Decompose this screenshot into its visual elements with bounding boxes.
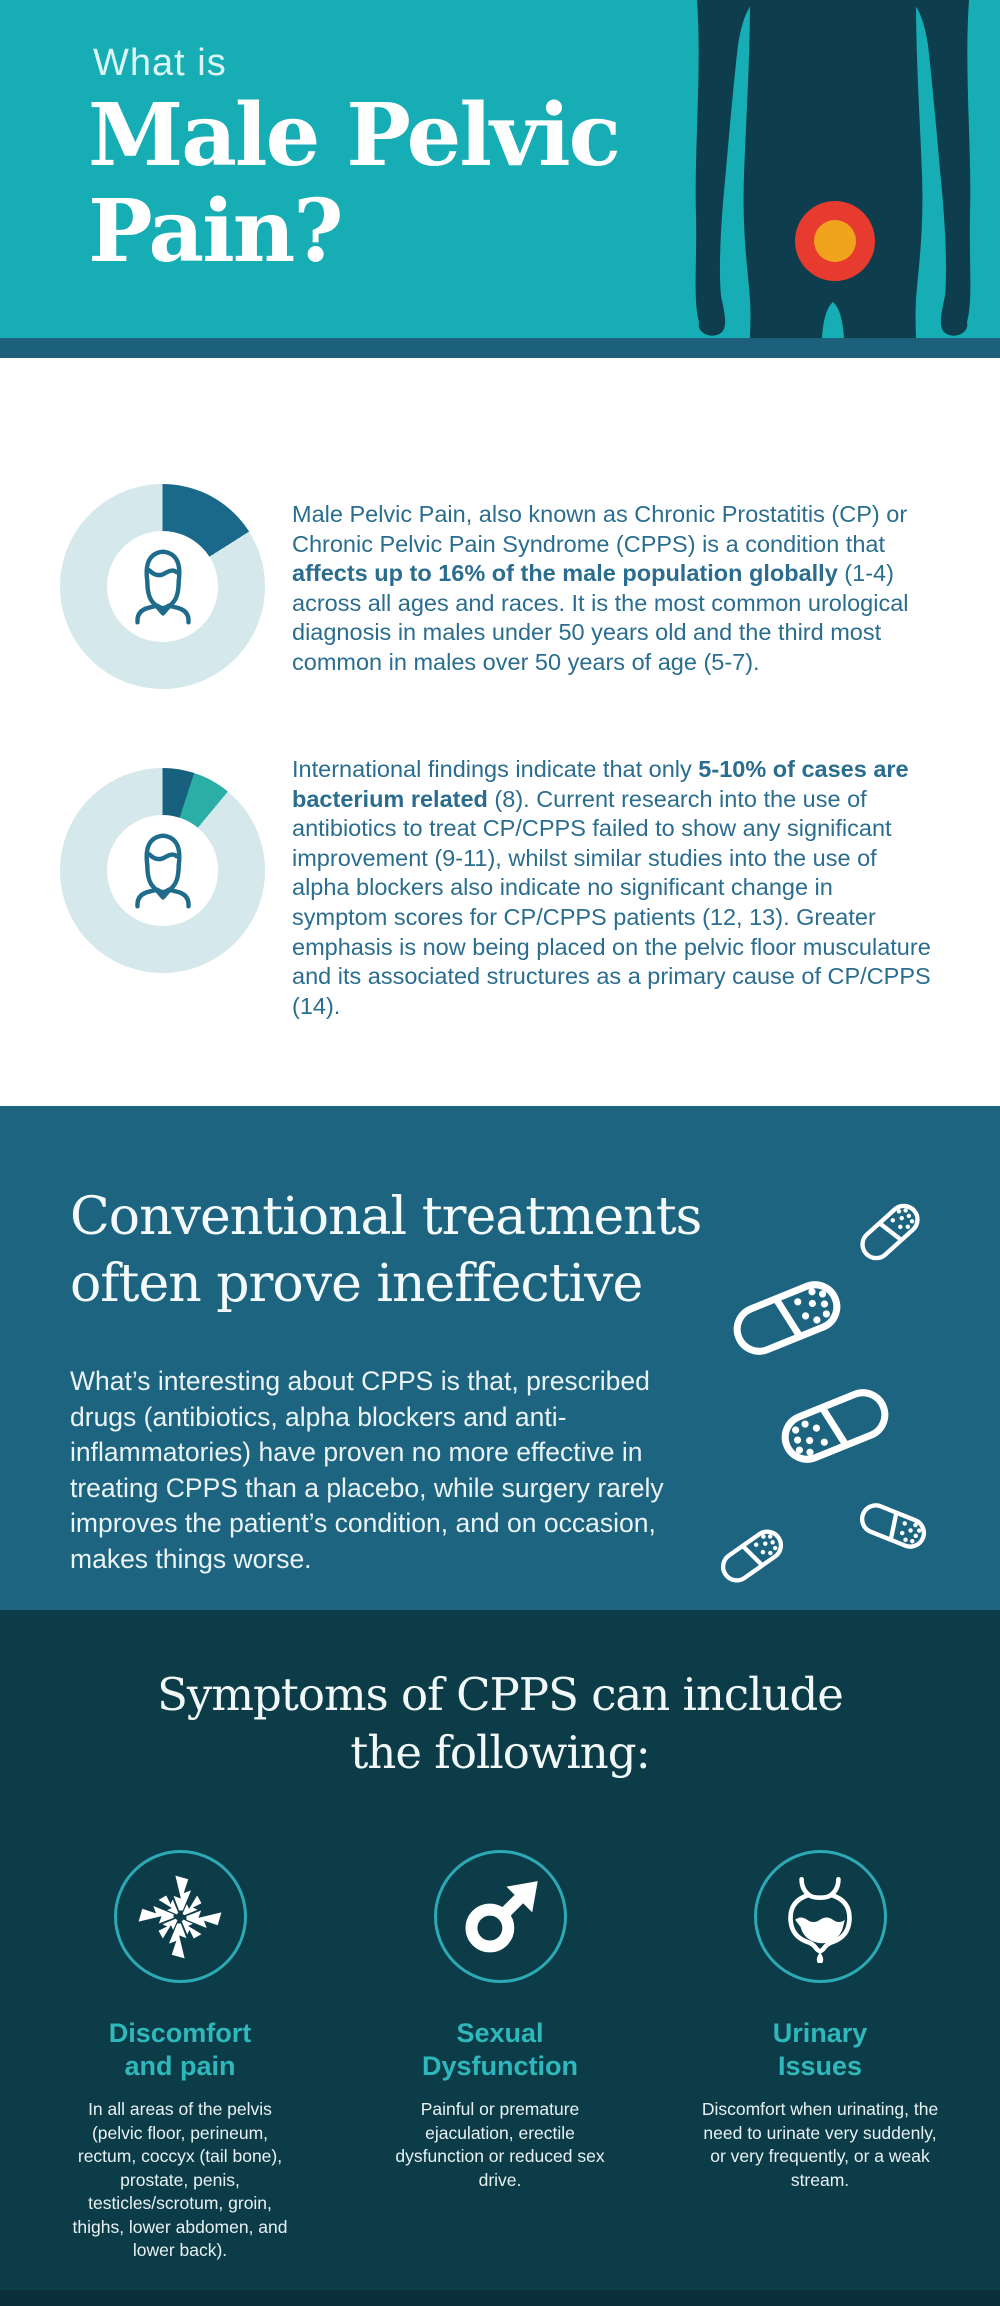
- pain-marker-icon: [795, 201, 875, 281]
- footer-strip: [0, 2290, 1000, 2306]
- symptom-label: Urinary Issues: [772, 2018, 868, 2081]
- symptom-description: Painful or premature ejaculation, erectile dysfunction or reduced sex drive.: [395, 2099, 605, 2190]
- treatments-heading: Conventional treatments often prove ineffective: [70, 1187, 702, 1314]
- person-icon: [114, 822, 212, 920]
- pill-icon: [731, 1278, 844, 1358]
- pain-burst-icon: [114, 1850, 247, 1983]
- symptoms-heading: Symptoms of CPPS can include the following:: [157, 1668, 843, 1779]
- person-icon: [114, 538, 212, 636]
- male-body-silhouette-graphic: [660, 0, 1000, 338]
- donut-chart-affected-males: [60, 484, 265, 689]
- symptom-card-urinary-issues: [690, 1850, 950, 2263]
- donut-chart-bacterium-cases: [60, 768, 265, 973]
- pill-icon: [779, 1386, 892, 1466]
- intro-paragraph-2: International findings indicate that only 5-10% of cases are bacterium related (8). Current research into the use of antibiotics to treat CP/CPPS failed to show any significant improvement (9-11), whilst similar studies into the use of alpha blockers also indicate no significant change in symptom scores for CP/CPPS patients (12, 13). Greater emphasis is now being placed on the pelvic floor musculature and its associated structures as a primary cause of CP/CPPS (14).: [292, 756, 931, 1019]
- treatments-body: What’s interesting about CPPS is that, prescribed drugs (antibiotics, alpha blockers and anti-inflammatories) have proven no more effective in treating CPPS than a placebo, while surgery rarely improves the patient’s condition, and on occasion, makes things worse.: [70, 1366, 664, 1574]
- symptom-description: In all areas of the pelvis (pelvic floor, perineum, rectum, coccyx (tail bone), prostate, penis, testicles/scrotum, groin, thighs, lower abdomen, and lower back).: [72, 2099, 288, 2260]
- symptom-label: Discomfort and pain: [108, 2018, 252, 2081]
- pill-icon: [857, 1200, 923, 1263]
- pill-icon: [858, 1501, 928, 1550]
- symptom-label: Sexual Dysfunction: [421, 2018, 578, 2081]
- intro-paragraph-1: Male Pelvic Pain, also known as Chronic Prostatitis (CP) or Chronic Pelvic Pain Syndrome (CPPS) is a condition that affects up to 16% of the male population globally (1-4) across all ages and races. It is the most common urological diagnosis in males under 50 years old and the third most common in males over 50 years of age (5-7).: [292, 501, 909, 675]
- pill-icon: [718, 1526, 786, 1585]
- symptom-card-discomfort: [50, 1850, 310, 2263]
- symptoms-section: [0, 1610, 1000, 2306]
- header-divider-bar: [0, 338, 1000, 358]
- symptom-columns: [50, 1850, 950, 2263]
- page-title: Male Pelvic Pain?: [88, 85, 619, 282]
- header-eyebrow: What is: [93, 42, 227, 84]
- bladder-icon: [754, 1850, 887, 1983]
- treatments-section: [0, 1106, 1000, 1610]
- header-banner: [0, 0, 1000, 338]
- intro-section: [0, 358, 1000, 1106]
- symptom-card-sexual-dysfunction: [370, 1850, 630, 2263]
- symptom-description: Discomfort when urinating, the need to urinate very suddenly, or very frequently, or a weak stream.: [701, 2099, 939, 2190]
- male-symbol-icon: [434, 1850, 567, 1983]
